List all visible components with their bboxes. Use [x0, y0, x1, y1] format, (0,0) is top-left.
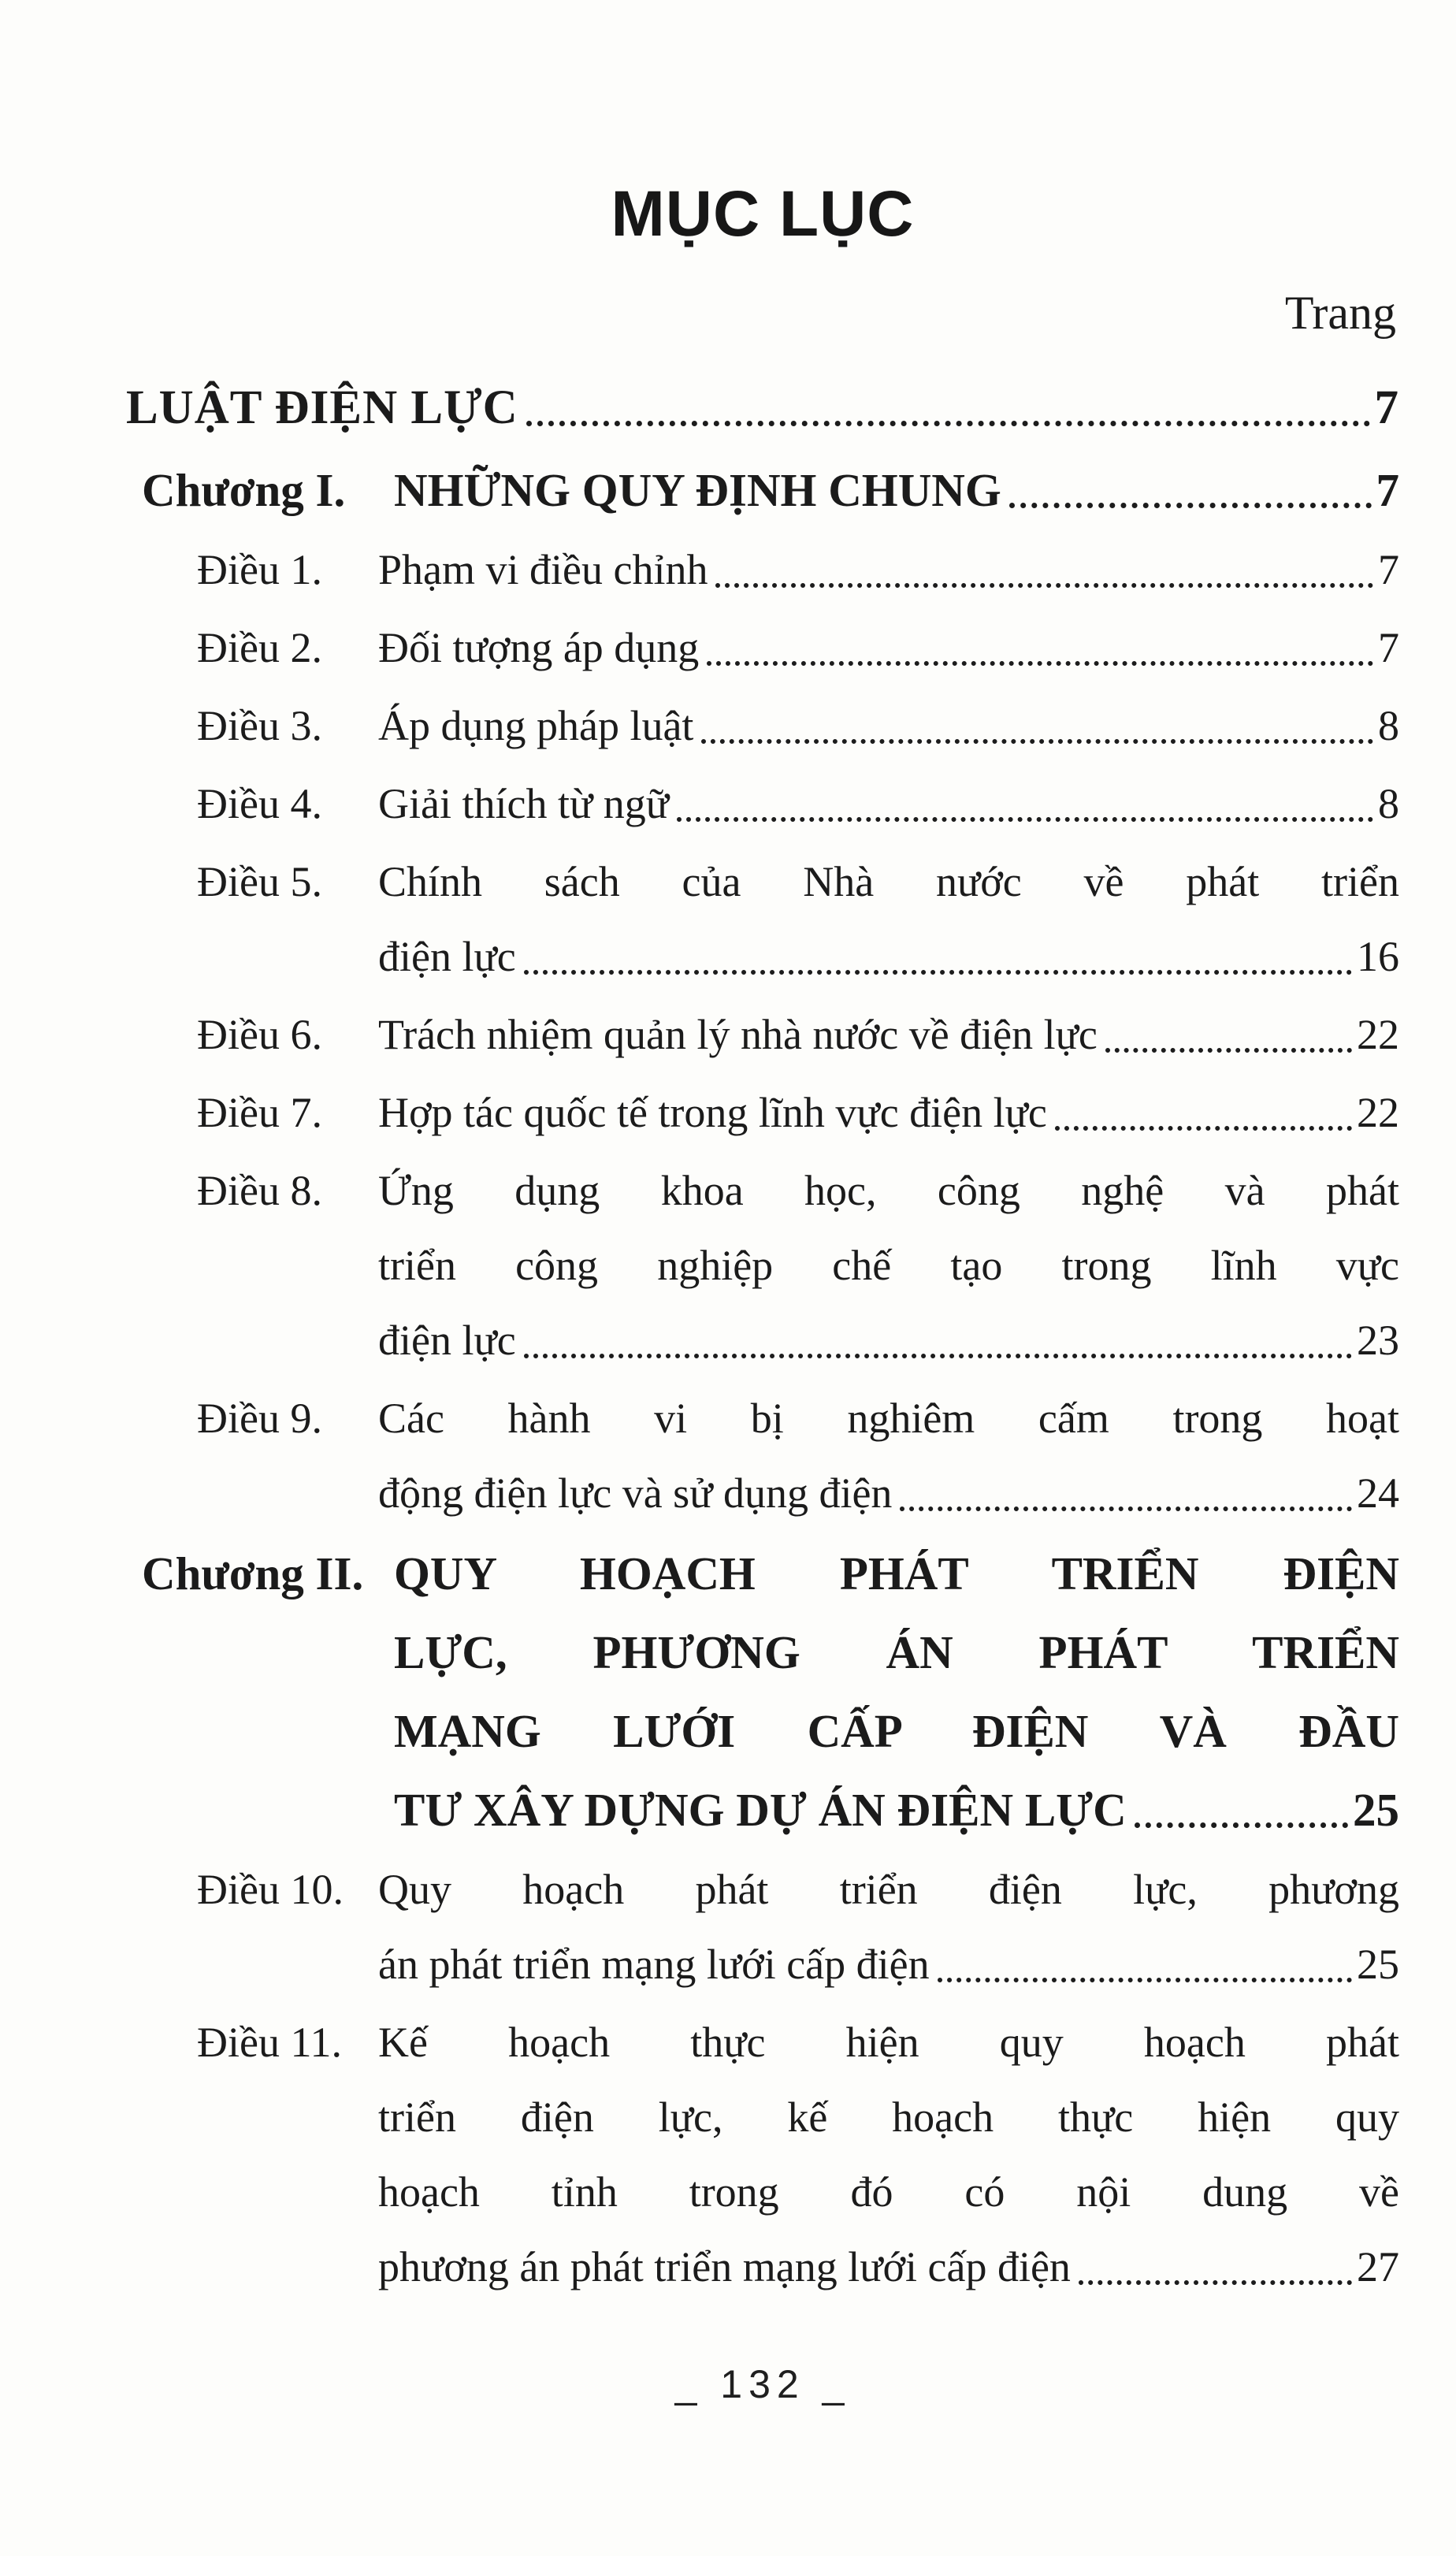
toc-entry-dieu-3 [126, 689, 1399, 763]
toc-line [394, 451, 1399, 529]
page-number: 7 [1374, 381, 1399, 434]
page-number: 25 [1353, 1784, 1399, 1836]
toc-line [378, 1076, 1399, 1150]
entry-label: Điều 3. [197, 702, 322, 749]
entry-label: Điều 9. [197, 1395, 322, 1442]
page-number: 23 [1357, 1317, 1399, 1364]
entry-label: Chương I. [142, 464, 346, 516]
page-number: 27 [1357, 2243, 1399, 2290]
toc-line [378, 919, 1399, 994]
entry-label: Điều 5. [197, 858, 322, 905]
entry-label: Điều 2. [197, 624, 322, 671]
toc-entry-dieu-10 [126, 1852, 1399, 2002]
toc-line [378, 1852, 1399, 1927]
toc-line [378, 767, 1399, 841]
entry-text: Hợp tác quốc tế trong lĩnh vực điện lực [378, 1089, 1047, 1136]
entry-text: Phạm vi điều chỉnh [378, 546, 708, 593]
entry-text: Ứng dụng khoa học, công nghệ và phát [378, 1167, 1399, 1214]
entry-label: Điều 4. [197, 780, 322, 827]
dot-leader [524, 970, 1352, 975]
page-number: 8 [1378, 702, 1399, 749]
dot-leader [1135, 1822, 1348, 1828]
page-number: 7 [1378, 546, 1399, 593]
entry-text: triển điện lực, kế hoạch thực hiện quy [378, 2093, 1399, 2141]
entry-text: Quy hoạch phát triển điện lực, phương [378, 1866, 1399, 1913]
dot-leader [715, 583, 1373, 588]
dot-leader [1079, 2280, 1352, 2285]
entry-text: động điện lực và sử dụng điện [378, 1469, 893, 1517]
entry-text: điện lực [378, 933, 516, 980]
entry-text: NHỮNG QUY ĐỊNH CHUNG [394, 464, 1001, 516]
entry-label: Điều 1. [197, 546, 322, 593]
dot-leader [707, 661, 1373, 666]
toc-line [378, 1228, 1399, 1303]
entry-label: Điều 7. [197, 1089, 322, 1136]
entry-text: Đối tượng áp dụng [378, 624, 700, 671]
entry-text: MẠNG LƯỚI CẤP ĐIỆN VÀ ĐẦU [394, 1705, 1399, 1757]
toc-entry-dieu-4 [126, 767, 1399, 841]
entry-label: Chương II. [142, 1547, 364, 1599]
toc-line [394, 1692, 1399, 1770]
toc-line [394, 1770, 1399, 1849]
toc-line [394, 1613, 1399, 1692]
toc-line [378, 1303, 1399, 1378]
entry-text: Trách nhiệm quản lý nhà nước về điện lực [378, 1011, 1098, 1058]
entry-text: LUẬT ĐIỆN LỰC [126, 381, 518, 434]
page-number: 7 [1376, 464, 1399, 516]
entry-text: Chính sách của Nhà nước về phát triển [378, 858, 1399, 905]
entry-label: Điều 11. [197, 2019, 342, 2066]
entry-text: QUY HOẠCH PHÁT TRIỂN ĐIỆN [394, 1547, 1399, 1599]
toc-line [378, 998, 1399, 1072]
toc-line [378, 2230, 1399, 2305]
toc-line [378, 533, 1399, 607]
entry-text: Áp dụng pháp luật [378, 702, 694, 749]
entry-text: Giải thích từ ngữ [378, 780, 669, 827]
entry-text: điện lực [378, 1317, 516, 1364]
entry-text: án phát triển mạng lưới cấp điện [378, 1941, 930, 1988]
toc-line [378, 845, 1399, 919]
page-column-header: Trang [1284, 287, 1396, 339]
toc-page [126, 0, 1399, 2556]
toc-entry-chuong-1 [126, 451, 1399, 529]
toc-entry-dieu-11 [126, 2005, 1399, 2305]
toc-entry-dieu-9 [126, 1381, 1399, 1531]
toc-line [378, 611, 1399, 685]
page-title: MỤC LỤC [611, 178, 915, 250]
page-number: 25 [1357, 1941, 1399, 1988]
toc-line [378, 2005, 1399, 2080]
toc-line [378, 1456, 1399, 1531]
page-number: 16 [1357, 933, 1399, 980]
toc-line [378, 2155, 1399, 2230]
page-number: 8 [1378, 780, 1399, 827]
page-number: 22 [1357, 1089, 1399, 1136]
entry-label: Điều 8. [197, 1167, 322, 1214]
toc-line [378, 1154, 1399, 1228]
dot-leader [1009, 503, 1372, 508]
toc-entry-dieu-7 [126, 1076, 1399, 1150]
toc-entry-dieu-2 [126, 611, 1399, 685]
entry-text: hoạch tỉnh trong đó có nội dung về [378, 2168, 1399, 2216]
toc-line [126, 369, 1399, 448]
entry-label: Điều 6. [197, 1011, 322, 1058]
dot-leader [524, 1354, 1352, 1358]
toc-line [378, 689, 1399, 763]
toc-entry-luat-dien-luc [126, 369, 1399, 448]
entry-label: Điều 10. [197, 1866, 344, 1913]
page-number: 7 [1378, 624, 1399, 671]
folio-page-number: _ 132 _ [674, 2362, 851, 2406]
toc-entry-dieu-1 [126, 533, 1399, 607]
entry-text: TƯ XÂY DỰNG DỰ ÁN ĐIỆN LỰC [394, 1784, 1127, 1836]
dot-leader [677, 817, 1373, 822]
entry-text: Các hành vi bị nghiêm cấm trong hoạt [378, 1395, 1399, 1442]
toc-entry-dieu-8 [126, 1154, 1399, 1378]
dot-leader [938, 1978, 1352, 1982]
entry-text: Kế hoạch thực hiện quy hoạch phát [378, 2019, 1399, 2066]
dot-leader [1055, 1126, 1352, 1131]
page-number: 22 [1357, 1011, 1399, 1058]
entry-text: phương án phát triển mạng lưới cấp điện [378, 2243, 1071, 2290]
table-of-contents [126, 369, 1399, 2305]
dot-leader [1105, 1048, 1352, 1053]
toc-line [378, 1381, 1399, 1456]
entry-text: triển công nghiệp chế tạo trong lĩnh vực [378, 1242, 1399, 1289]
toc-line [378, 2080, 1399, 2155]
dot-leader [900, 1506, 1352, 1511]
toc-line [394, 1534, 1399, 1613]
toc-entry-chuong-2 [126, 1534, 1399, 1849]
page-number: 24 [1357, 1469, 1399, 1517]
dot-leader [701, 739, 1373, 744]
toc-entry-dieu-5 [126, 845, 1399, 994]
toc-entry-dieu-6 [126, 998, 1399, 1072]
dot-leader [526, 421, 1370, 426]
entry-text: LỰC, PHƯƠNG ÁN PHÁT TRIỂN [394, 1626, 1399, 1678]
toc-line [378, 1927, 1399, 2002]
